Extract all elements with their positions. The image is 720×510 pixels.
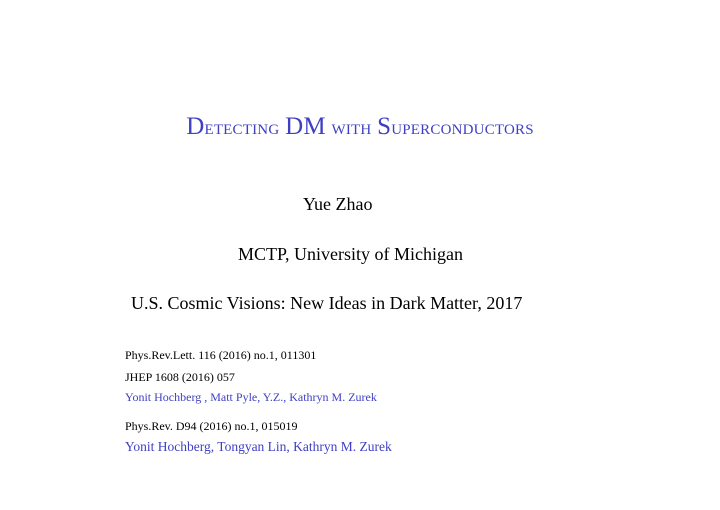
title-word-dm: DM — [285, 113, 326, 140]
slide-title — [0, 112, 720, 142]
reference-journal-3: Phys.Rev. D94 (2016) no.1, 015019 — [125, 419, 298, 433]
author-affiliation: MCTP, University of Michigan — [238, 244, 463, 264]
reference-authors-1: Yonit Hochberg , Matt Pyle, Y.Z., Kathryn M. Zurek — [125, 390, 377, 404]
reference-authors-2: Yonit Hochberg, Tongyan Lin, Kathryn M. Zurek — [125, 439, 392, 454]
title-initial-d: D — [186, 113, 205, 140]
reference-journal-2: JHEP 1608 (2016) 057 — [125, 370, 235, 384]
reference-journal-1: Phys.Rev.Lett. 116 (2016) no.1, 011301 — [125, 348, 317, 362]
title-word-with: with — [331, 114, 372, 139]
author-name: Yue Zhao — [303, 194, 373, 214]
event-name: U.S. Cosmic Visions: New Ideas in Dark Matter, 2017 — [131, 293, 523, 313]
title-word-detecting: etecting — [204, 114, 280, 139]
title-word-superconductors: uperconductors — [391, 114, 534, 139]
title-initial-s: S — [377, 113, 392, 140]
